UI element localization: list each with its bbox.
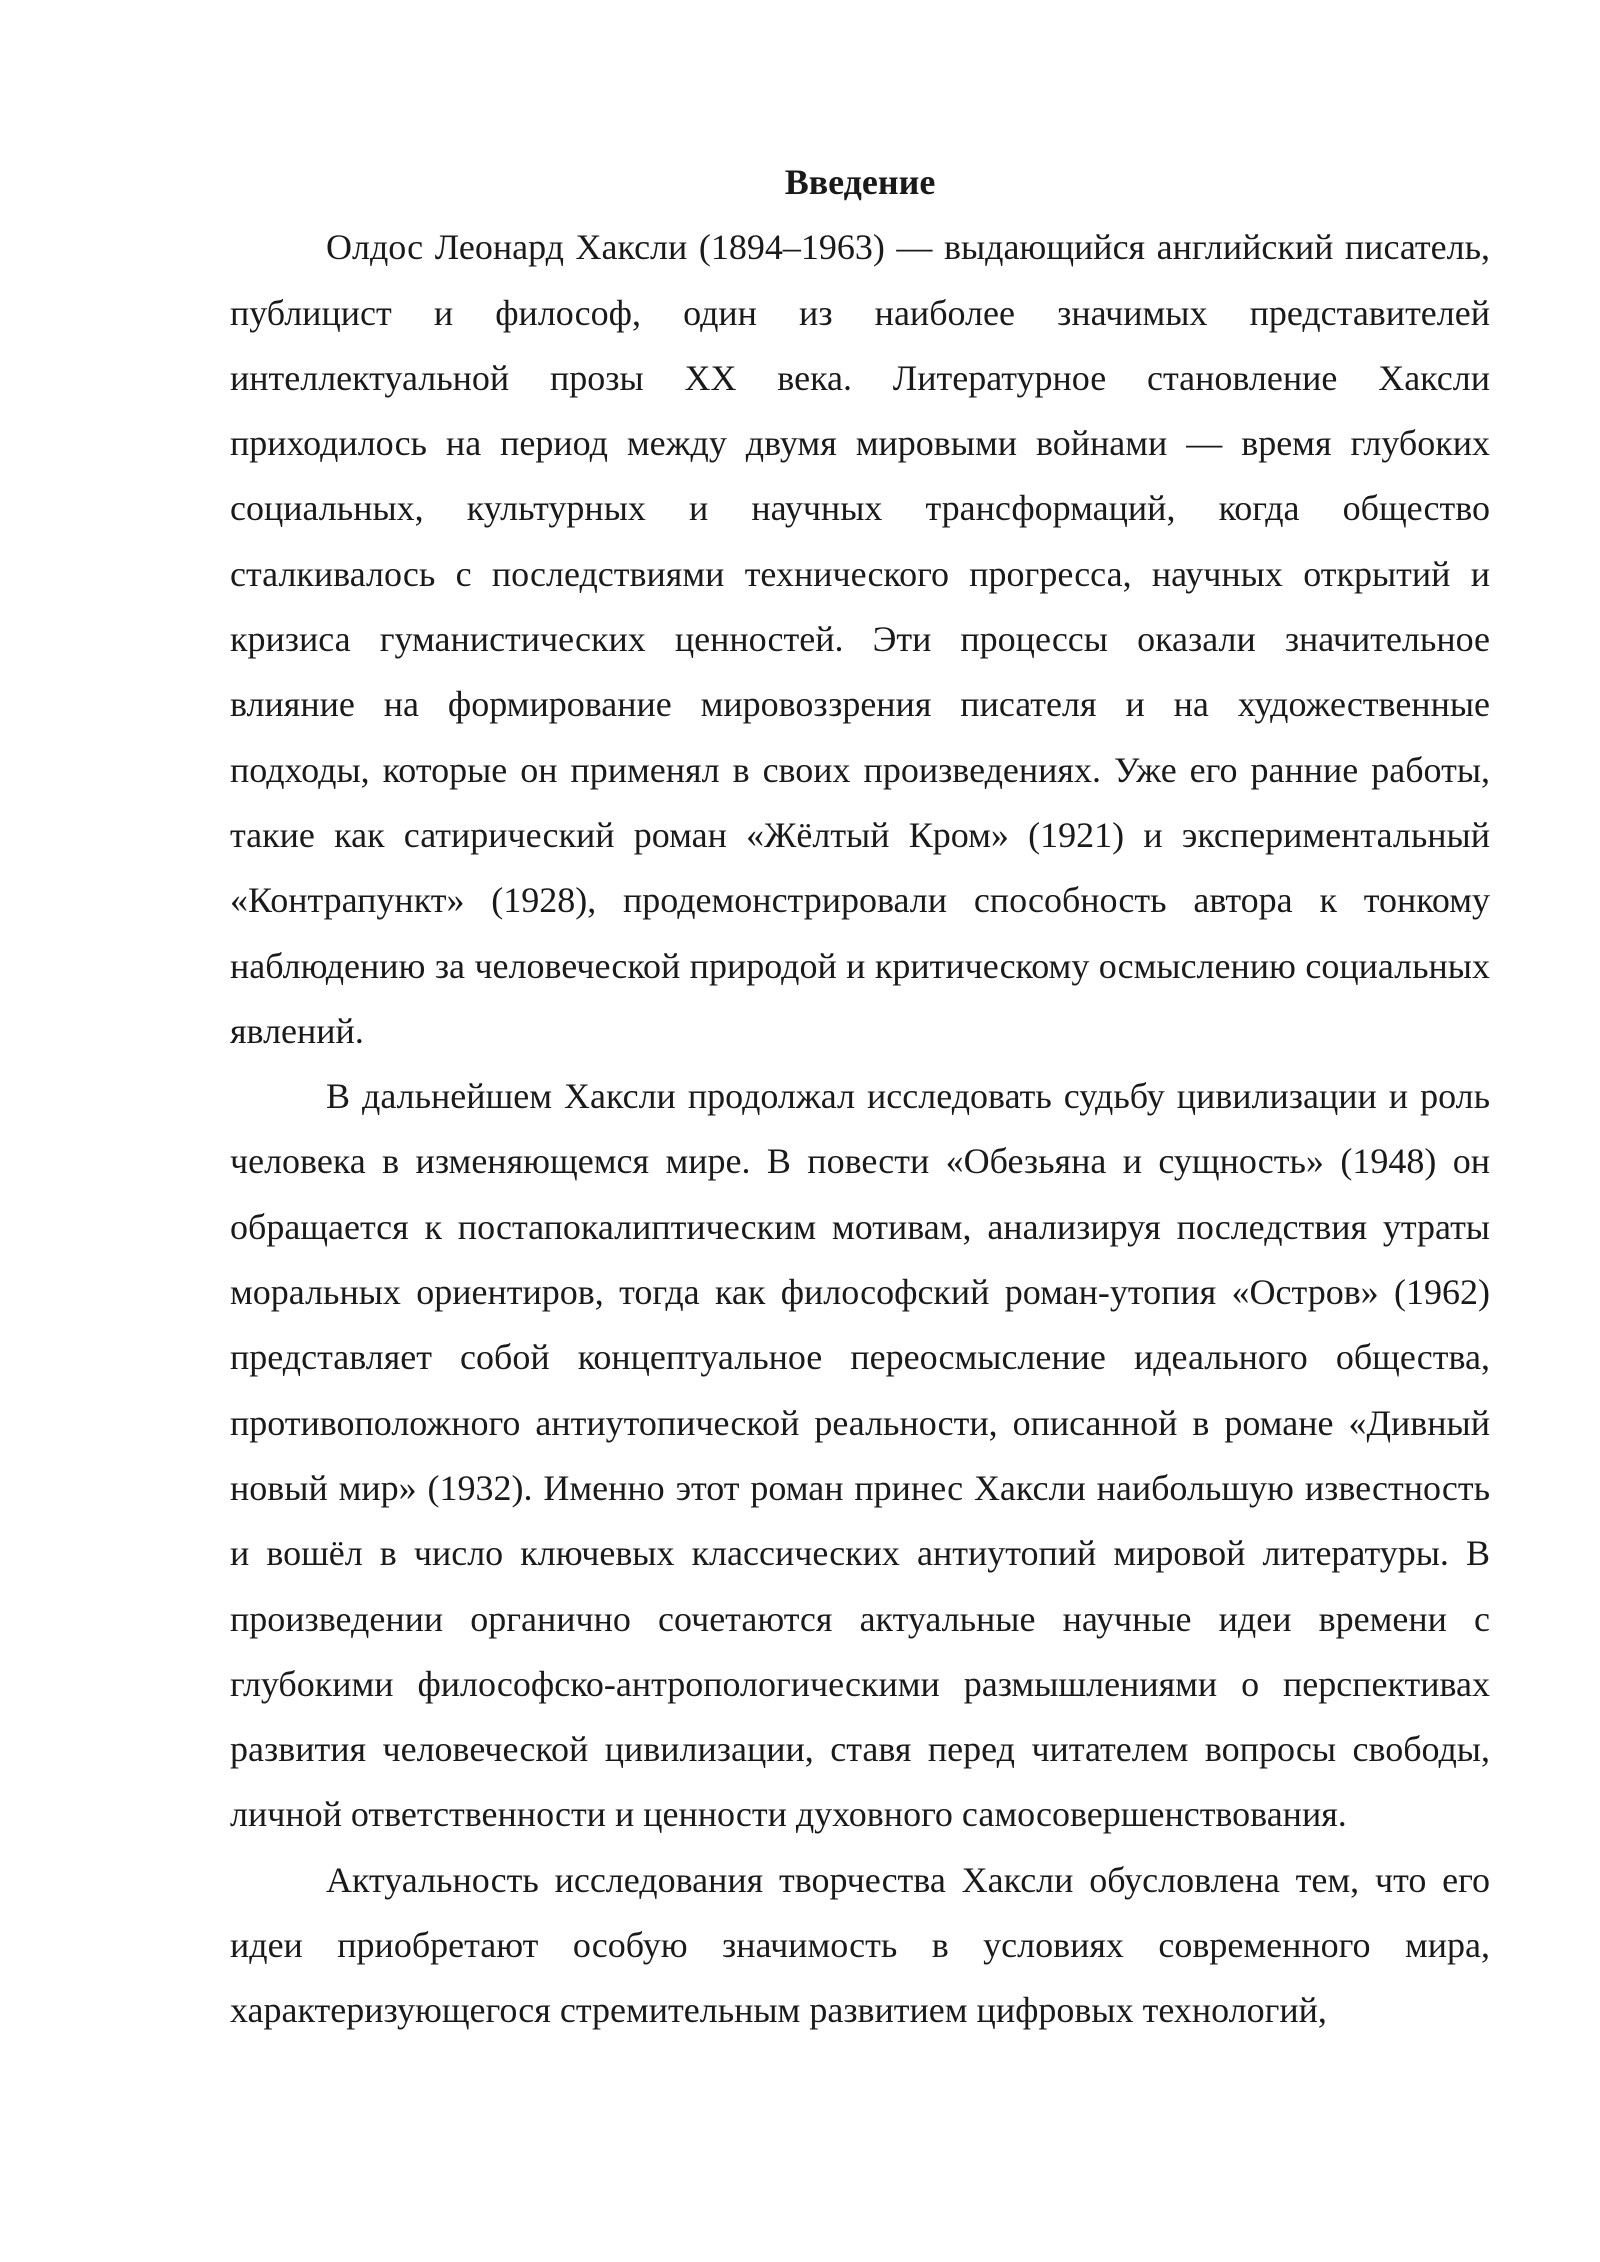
paragraph-3: Актуальность исследования творчества Хаксли обусловлена тем, что его идеи приобретают особую значимость в условиях современного мира, характеризующегося стремительным развитием цифровых технологий,: [230, 1859, 1490, 2031]
document-body: [230, 150, 1490, 2044]
paragraph-2: В дальнейшем Хаксли продолжал исследовать судьбу цивилизации и роль человека в изменяющемся мире. В повести «Обезьяна и сущность» (1948) он обращается к постапокалиптическим мотивам, анализируя последствия утраты моральных ориентиров, тогда как философский роман-утопия «Остров» (1962) представляет собой концептуальное переосмысление идеального общества, противоположного антиутопической реальности, описанной в романе «Дивный новый мир» (1932). Именно этот роман принес Хаксли наибольшую известность и вошёл в число ключевых классических антиутопий мировой литературы. В произведении органично сочетаются актуальные научные идеи времени с глубокими философско-антропологическими размышлениями о перспективах развития человеческой цивилизации, ставя перед читателем вопросы свободы, личной ответственности и ценности духовного самосовершенствования.: [230, 1076, 1490, 1835]
document-title: Введение: [784, 162, 936, 202]
paragraph-1: Олдос Леонард Хаксли (1894–1963) — выдающийся английский писатель, публицист и философ, один из наиболее значимых представителей интеллектуальной прозы XX века. Литературное становление Хаксли приходилось на период между двумя мировыми войнами — время глубоких социальных, культурных и научных трансформаций, когда общество сталкивалось с последствиями технического прогресса, научных открытий и кризиса гуманистических ценностей. Эти процессы оказали значительное влияние на формирование мировоззрения писателя и на художественные подходы, которые он применял в своих произведениях. Уже его ранние работы, такие как сатирический роман «Жёлтый Кром» (1921) и экспериментальный «Контрапункт» (1928), продемонстрировали способность автора к тонкому наблюдению за человеческой природой и критическому осмыслению социальных явлений.: [230, 227, 1490, 1051]
